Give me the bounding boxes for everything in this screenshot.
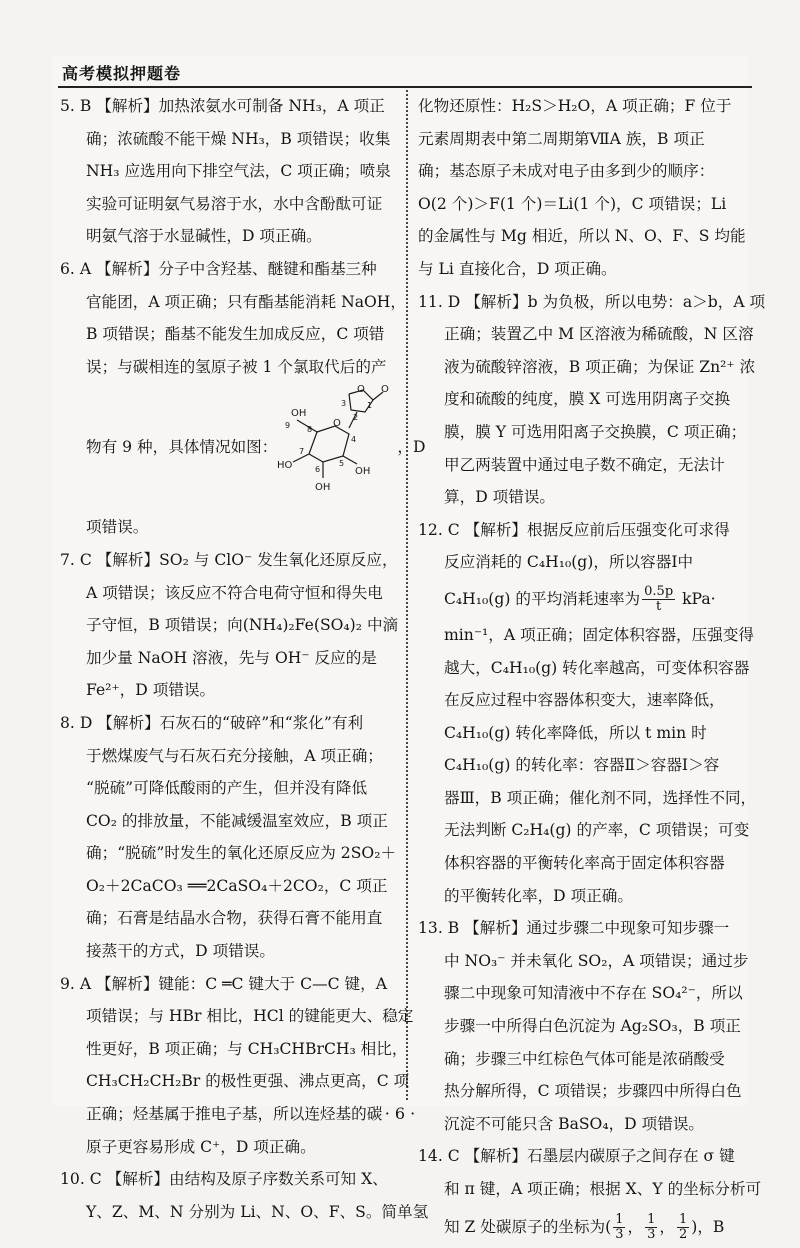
fraction-denominator: 3 xyxy=(647,1227,656,1243)
text-line: 于燃煤废气与石灰石充分接触，A 项正确； xyxy=(86,746,383,765)
hydroxyl-label: OH xyxy=(355,466,371,478)
molecule-structure xyxy=(277,380,397,504)
hydroxyl-label: OH xyxy=(315,482,331,494)
atom-number: 3 xyxy=(341,399,347,409)
fraction-numerator: 0.5p xyxy=(644,584,674,600)
text-line: B 项错误；酯基不能发生加成反应，C 项错 xyxy=(86,325,385,344)
text-line: 确；“脱硫”时发生的氧化还原反应为 2SO₂＋ xyxy=(86,844,397,863)
text-line: 器Ⅲ，B 项正确；催化剂不同，选择性不同， xyxy=(444,788,757,807)
fraction-numerator: 1 xyxy=(615,1212,624,1228)
fraction-denominator: t xyxy=(656,599,662,615)
text-line: 越大，C₄H₁₀(g) 转化率越高，可变体积容器 xyxy=(444,658,750,677)
text-fragment: 知 Z 处碳原子的坐标为( xyxy=(444,1217,612,1236)
text-line: 正确；烃基属于推电子基，所以连烃基的碳 xyxy=(86,1105,383,1124)
text-line: 项错误；与 HBr 相比，HCl 的键能更大、稳定 xyxy=(86,1007,414,1026)
answer-page xyxy=(52,56,766,1243)
text-fragment: C₄H₁₀(g) 的平均消耗速率为 xyxy=(444,589,641,608)
fraction xyxy=(645,1213,657,1242)
text-line: C₄H₁₀(g) 转化率降低，所以 t min 时 xyxy=(444,723,707,742)
text-line: 骤二中现象可知清液中不存在 SO₄²⁻，所以 xyxy=(444,984,743,1003)
fraction-denominator: 2 xyxy=(678,1227,688,1243)
atom-label: O xyxy=(381,384,390,396)
text-line: 确；步骤三中红棕色气体可能是浓硝酸受 xyxy=(444,1049,725,1068)
page-number: · 6 · xyxy=(384,1104,416,1123)
fraction-denominator: 3 xyxy=(615,1227,624,1243)
answer-q8 xyxy=(60,707,398,968)
answer-q14 xyxy=(418,1140,762,1247)
text-line: 的平衡转化率，D 项正确。 xyxy=(444,886,633,905)
text-line: 9. A 【解析】键能：C ═C 键大于 C—C 键，A xyxy=(60,974,387,993)
column-divider xyxy=(406,90,408,1100)
atom-label: O xyxy=(333,418,342,430)
text-line: 步骤一中所得白色沉淀为 Ag₂SO₃，B 项正 xyxy=(444,1017,741,1036)
text-line: 正确；装置乙中 M 区溶液为稀硫酸，N 区溶 xyxy=(444,325,754,344)
text-line: 无法判断 C₂H₄(g) 的产率，C 项错误；可变 xyxy=(444,821,750,840)
text-fragment: 物有 9 种，具体情况如图： xyxy=(86,438,278,457)
hydroxyl-label: HO xyxy=(277,460,293,472)
atom-number: 4 xyxy=(351,435,357,445)
atom-number: 6 xyxy=(315,465,321,475)
answer-q12 xyxy=(418,514,757,913)
text-line: 确；基态原子未成对电子由多到少的顺序： xyxy=(418,162,715,181)
text-line: C₄H₁₀(g) 的转化率：容器Ⅱ＞容器Ⅰ＞容 xyxy=(444,756,720,775)
atom-number: 9 xyxy=(285,421,291,431)
text-line: 性更好，B 项正确；与 CH₃CHBrCH₃ 相比， xyxy=(86,1039,408,1058)
text-line: 体积容器的平衡转化率高于固定体积容器 xyxy=(444,854,725,873)
text-line: 11. D 【解析】b 为负极，所以电势：a＞b，A 项 xyxy=(418,292,766,311)
text-line: Fe²⁺，D 项错误。 xyxy=(86,681,216,700)
text-line: 在反应过程中容器体积变大，速率降低， xyxy=(444,691,725,710)
hydroxyl-label: OH xyxy=(291,408,307,420)
text-line: 液为硫酸锌溶液，B 项正确；为保证 Zn²⁺ 浓 xyxy=(444,357,756,376)
text-line: CO₂ 的排放量，不能减缓温室效应，B 项正 xyxy=(86,811,388,830)
text-line: 算，D 项错误。 xyxy=(444,488,556,507)
text-line: 原子更容易形成 C⁺，D 项正确。 xyxy=(86,1137,316,1156)
text-line: 明氨气溶于水显碱性，D 项正确。 xyxy=(86,227,322,246)
text-line: 6. A 【解析】分子中含羟基、醚键和酯基三种 xyxy=(60,259,377,278)
text-line: “脱硫”可降低酸雨的产生，但并没有降低 xyxy=(86,779,368,798)
fraction-numerator: 1 xyxy=(647,1212,656,1228)
text-line: 与 Li 直接化合，D 项正确。 xyxy=(418,259,617,278)
atom-label: O xyxy=(357,384,366,396)
answer-q9 xyxy=(60,968,414,1164)
text-line: 确；浓硫酸不能干燥 NH₃，B 项错误；收集 xyxy=(86,129,391,148)
text-line: 热分解所得，C 项错误；步骤四中所得白色 xyxy=(444,1082,742,1101)
text-line: 元素周期表中第二周期第ⅦA 族，B 项正 xyxy=(418,129,705,148)
text-line: 7. C 【解析】SO₂ 与 ClO⁻ 发生氧化还原反应， xyxy=(60,550,398,569)
answer-q10 xyxy=(60,1163,429,1228)
text-line: 13. B 【解析】通过步骤二中现象可知步骤一 xyxy=(418,919,730,938)
text-line: A 项错误；该反应不符合电荷守恒和得失电 xyxy=(86,583,383,602)
fraction xyxy=(677,1213,689,1242)
text-line: 加少量 NaOH 溶液，先与 OH⁻ 反应的是 xyxy=(86,648,377,667)
text-fragment: )，B xyxy=(691,1217,725,1236)
text-line: CH₃CH₂CH₂Br 的极性更强、沸点更高，C 项 xyxy=(86,1072,410,1091)
atom-number: 1 xyxy=(367,401,373,411)
atom-number: 7 xyxy=(299,447,305,457)
text-line: O₂＋2CaCO₃ ══2CaSO₄＋2CO₂，C 项正 xyxy=(86,876,388,895)
molecule-structure-diagram xyxy=(277,380,397,504)
answer-q11 xyxy=(418,286,766,514)
separator: ， xyxy=(627,1217,644,1236)
text-line: 反应消耗的 C₄H₁₀(g)，所以容器Ⅰ中 xyxy=(444,553,694,572)
text-line: 甲乙两装置中通过电子数不确定，无法计 xyxy=(444,455,725,474)
text-line: 12. C 【解析】根据反应前后压强变化可求得 xyxy=(418,520,730,539)
fraction xyxy=(642,585,675,614)
left-column xyxy=(60,90,429,1228)
text-line: 沉淀不可能只含 BaSO₄，D 项错误。 xyxy=(444,1114,705,1133)
atom-number: 5 xyxy=(339,459,345,469)
text-line: Y、Z、M、N 分别为 Li、N、O、F、S。简单氢 xyxy=(86,1202,429,1221)
separator: ， xyxy=(659,1217,675,1236)
text-line: 14. C 【解析】石墨层内碳原子之间存在 σ 键 xyxy=(418,1147,735,1166)
answer-q7 xyxy=(60,544,398,707)
text-line: 5. B 【解析】加热浓氨水可制备 NH₃，A 项正 xyxy=(60,97,385,115)
fraction xyxy=(613,1213,625,1242)
page-header: 高考模拟押题卷 xyxy=(58,62,752,88)
atom-number: 8 xyxy=(307,425,313,435)
text-line: O(2 个)＞F(1 个)＝Li(1 个)，C 项错误；Li xyxy=(418,194,727,213)
text-line: 接蒸干的方式，D 项错误。 xyxy=(86,942,275,961)
text-line: 化物还原性：H₂S＞H₂O，A 项正确；F 位于 xyxy=(418,97,732,115)
text-line: 10. C 【解析】由结构及原子序数关系可知 X、 xyxy=(60,1170,388,1189)
text-line: 8. D 【解析】石灰石的“破碎”和“浆化”有利 xyxy=(60,713,364,732)
coordinate-line xyxy=(418,1206,746,1248)
text-fragment: kPa· xyxy=(677,589,716,608)
text-line: 中 NO₃⁻ 并未氧化 SO₂，A 项错误；通过步 xyxy=(444,951,749,970)
text-line: 确；石膏是结晶水合物，获得石膏不能用直 xyxy=(86,909,383,928)
text-fragment: ，D xyxy=(397,438,426,457)
text-line: 子守恒，B 项错误；向(NH₄)₂Fe(SO₄)₂ 中滴 xyxy=(86,616,399,635)
text-line: min⁻¹，A 项正确；固定体积容器，压强变得 xyxy=(444,625,755,644)
rate-line xyxy=(418,579,746,619)
structure-line xyxy=(60,383,426,511)
text-line: 的金属性与 Mg 相近，所以 N、O、F、S 均能 xyxy=(418,227,746,246)
text-line: 官能团，A 项正确；只有酯基能消耗 NaOH， xyxy=(86,292,406,311)
text-line: 和 π 键，A 项正确；根据 X、Y 的坐标分析可 xyxy=(444,1180,762,1198)
text-line: 实验可证明氨气易溶于水，水中含酚酞可证 xyxy=(86,194,383,213)
text-line: 项错误。 xyxy=(86,518,149,537)
answer-q6 xyxy=(60,253,426,544)
text-line: 度和硫酸的纯度，膜 X 可选用阴离子交换 xyxy=(444,390,731,409)
text-line: 膜，膜 Y 可选用阳离子交换膜，C 项正确； xyxy=(444,422,747,441)
right-column xyxy=(418,90,766,1248)
answer-q10-continued xyxy=(418,90,746,286)
fraction-numerator: 1 xyxy=(678,1212,688,1228)
atom-number: 2 xyxy=(353,413,359,423)
text-line: NH₃ 应选用向下排空气法，C 项正确；喷泉 xyxy=(86,162,391,181)
answer-q5 xyxy=(60,90,398,253)
text-line: 误；与碳相连的氢原子被 1 个氯取代后的产 xyxy=(86,357,387,376)
